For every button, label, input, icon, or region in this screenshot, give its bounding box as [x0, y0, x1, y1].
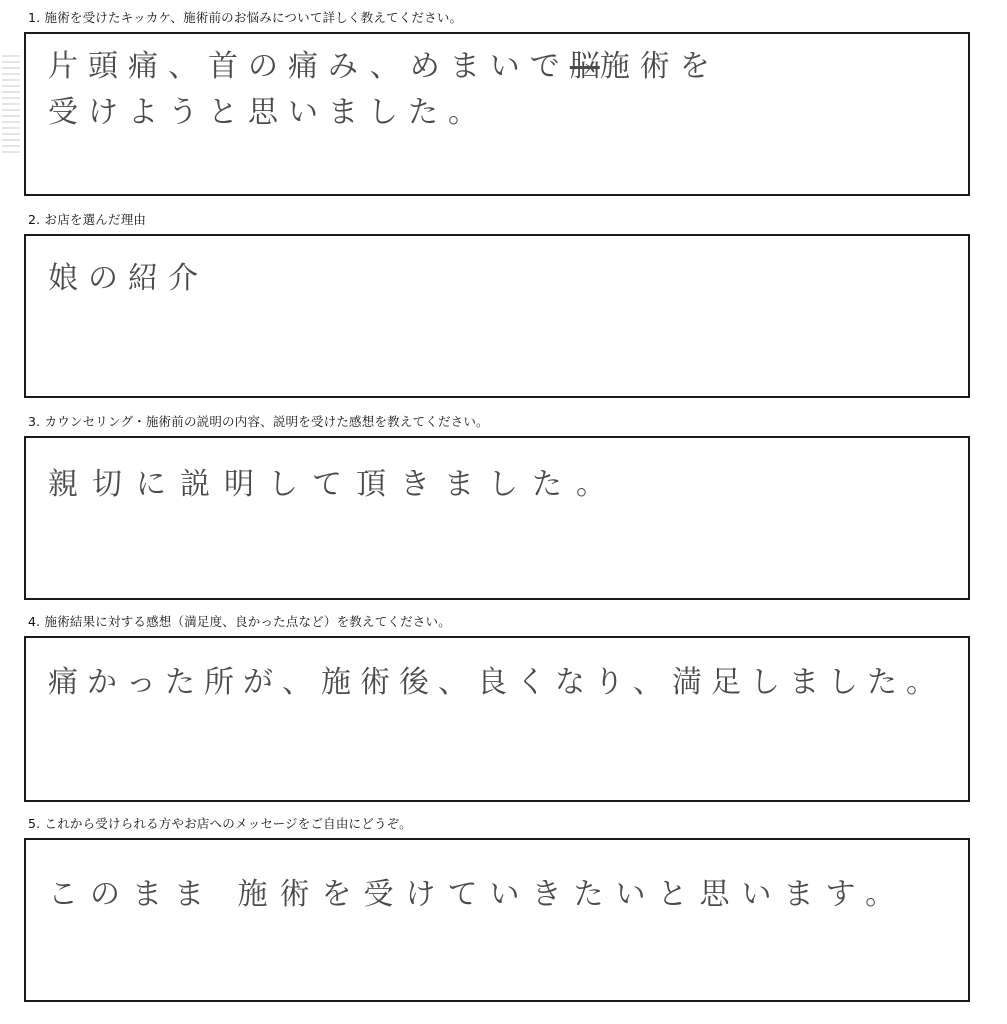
question-3-label: 3. カウンセリング・施術前の説明の内容、説明を受けた感想を教えてください。 — [28, 414, 489, 429]
answer-2-box — [24, 234, 970, 398]
answer-1-line-1: 片頭痛、首の痛み、めまいで — [48, 49, 570, 84]
question-4-label: 4. 施術結果に対する感想（満足度、良かった点など）を教えてください。 — [28, 614, 451, 629]
answer-1-line-1-end: 施術を — [599, 49, 720, 84]
question-2-label: 2. お店を選んだ理由 — [28, 212, 147, 227]
question-5-label: 5. これから受けられる方やお店へのメッセージをご自由にどうぞ。 — [28, 816, 412, 831]
question-1-label: 1. 施術を受けたキッカケ、施術前のお悩みについて詳しく教えてください。 — [28, 10, 463, 25]
scan-artifact — [2, 55, 20, 155]
answer-5-text: このまま 施術を受けていきたいと思います。 — [48, 877, 908, 912]
answer-5-box — [24, 838, 970, 1002]
answer-1-box — [24, 32, 970, 196]
answer-3-text: 親切に説明して頂きました。 — [48, 467, 620, 502]
answer-1-text — [48, 44, 948, 136]
answer-2-text: 娘の紹介 — [48, 261, 208, 296]
answer-3-box — [24, 436, 970, 600]
answer-4-box — [24, 636, 970, 802]
answer-1-line-2: 受けようと思いました。 — [48, 95, 488, 130]
answer-4-text: 痛かった所が、施術後、良くなり、満足しました。 — [48, 665, 945, 700]
answer-1-struck-word: 脳 — [569, 49, 600, 84]
